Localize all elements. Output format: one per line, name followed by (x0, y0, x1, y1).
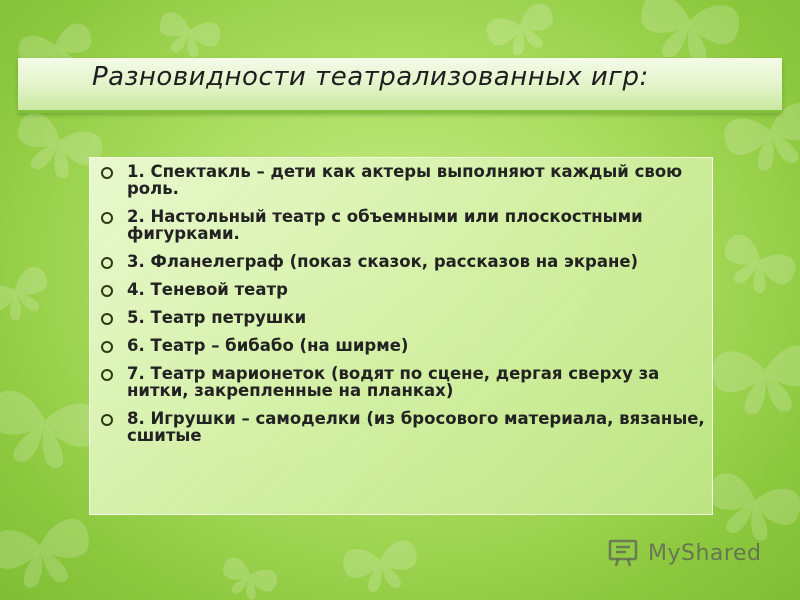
slide-title: Разновидности театрализованных игр: (92, 62, 649, 92)
list-item-text: 2. Настольный театр с объемными или плоскостными фигурками. (127, 207, 643, 243)
bullet-icon (101, 313, 113, 325)
bullet-icon (101, 285, 113, 297)
list-item-text: 5. Театр петрушки (127, 308, 307, 327)
bullet-icon (101, 257, 113, 269)
watermark-logo-icon (608, 538, 642, 568)
watermark-text: MyShared (648, 540, 762, 566)
list-item (97, 281, 707, 298)
list-item-text: 3. Фланелеграф (показ сказок, рассказов на экране) (127, 252, 639, 271)
bullet-icon (101, 167, 113, 179)
bullet-icon (101, 212, 113, 224)
bullet-icon (101, 369, 113, 381)
bullet-icon (101, 341, 113, 353)
list-item-text: 4. Теневой театр (127, 280, 288, 299)
list-item (97, 253, 707, 270)
list-item-text: 1. Спектакль – дети как актеры выполняют каждый свою роль. (127, 162, 683, 198)
list-item (97, 410, 707, 444)
bullet-list (97, 163, 707, 455)
watermark (608, 538, 761, 568)
list-item-text: 6. Театр – бибабо (на ширме) (127, 336, 409, 355)
list-item (97, 309, 707, 326)
list-item (97, 208, 707, 242)
list-item (97, 337, 707, 354)
list-item-text: 8. Игрушки – самоделки (из бросового материала, вязаные, сшитые (127, 409, 705, 445)
list-item (97, 163, 707, 197)
list-item (97, 365, 707, 399)
bullet-icon (101, 414, 113, 426)
list-item-text: 7. Театр марионеток (водят по сцене, дергая сверху за нитки, закрепленные на планках) (127, 364, 660, 400)
